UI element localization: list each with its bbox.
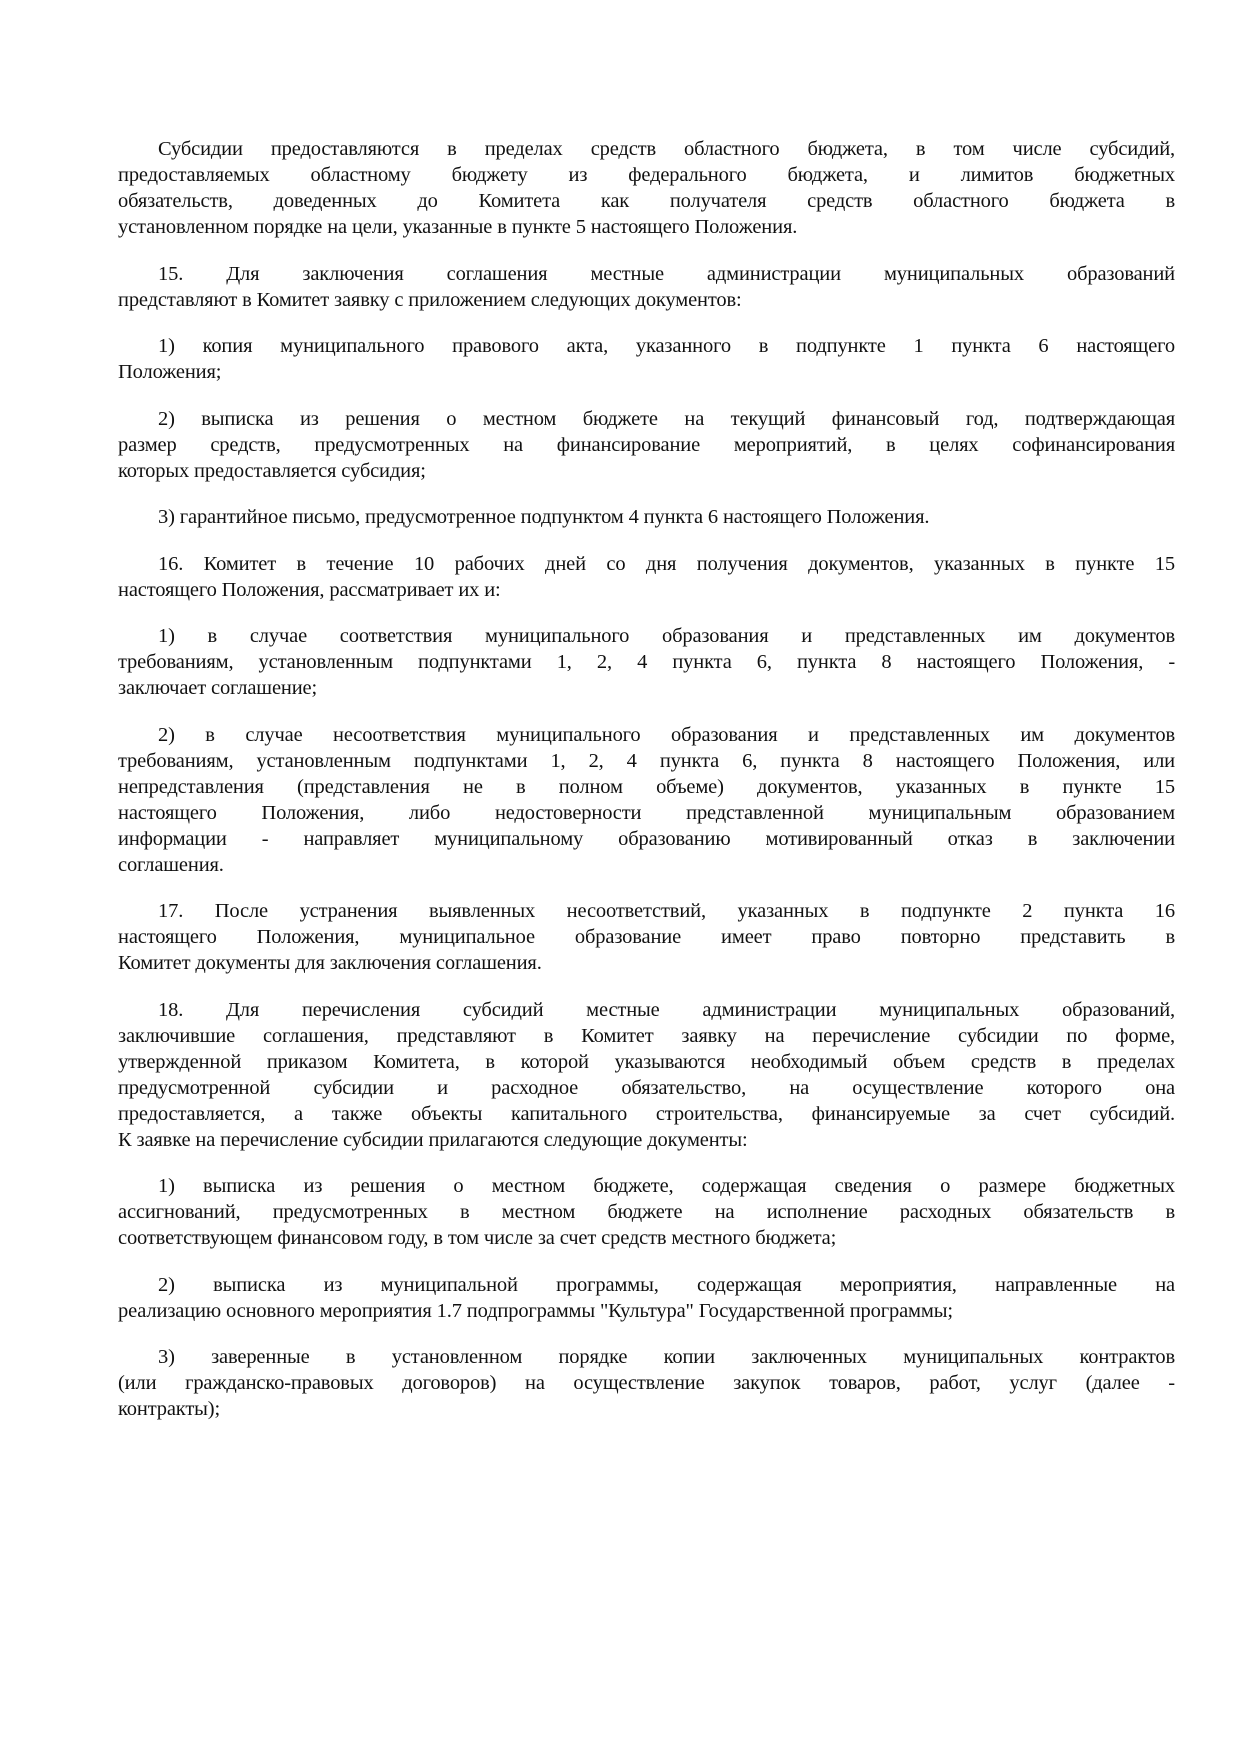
text-line: 16. Комитет в течение 10 рабочих дней со дня получения документов, указанных в пункте 15 [158, 552, 1175, 575]
text-line: Субсидии предоставляются в пределах средств областного бюджета, в том числе субсидий, [158, 138, 1175, 160]
text-line: требованиям, установленным подпунктами 1, 2, 4 пункта 6, пункта 8 настоящего Положения, - [118, 651, 1175, 673]
text-line: Комитет документы для заключения соглашения. [118, 952, 542, 974]
text-line: 3) гарантийное письмо, предусмотренное подпунктом 4 пункта 6 настоящего Положения. [158, 506, 930, 528]
paragraph [118, 261, 1175, 313]
document-page [118, 136, 1175, 1443]
text-line: настоящего Положения, либо недостоверности представленной муниципальным образованием [118, 801, 1175, 824]
paragraph [118, 722, 1175, 878]
paragraph [118, 551, 1175, 603]
text-line: 1) копия муниципального правового акта, указанного в подпункте 1 пункта 6 настоящего [158, 335, 1175, 357]
text-line: требованиям, установленным подпунктами 1, 2, 4 пункта 6, пункта 8 настоящего Положения, или [118, 749, 1175, 772]
text-line: размер средств, предусмотренных на финансирование мероприятий, в целях софинансирования [118, 433, 1175, 456]
text-line: соглашения. [118, 853, 224, 876]
text-line: 1) выписка из решения о местном бюджете, содержащая сведения о размере бюджетных [158, 1175, 1175, 1197]
text-line: настоящего Положения, муниципальное образование имеет право повторно представить в [118, 926, 1175, 948]
paragraph [118, 406, 1175, 484]
text-line: 17. После устранения выявленных несоответствий, указанных в подпункте 2 пункта 16 [158, 900, 1175, 922]
text-line: Положения; [118, 361, 222, 383]
text-line: заключившие соглашения, представляют в Комитет заявку на перечисление субсидии по форме, [118, 1024, 1175, 1047]
text-line: которых предоставляется субсидия; [118, 459, 426, 482]
text-line: настоящего Положения, рассматривает их и: [118, 578, 501, 601]
text-line: соответствующем финансовом году, в том числе за счет средств местного бюджета; [118, 1227, 837, 1249]
text-line: непредставления (представления не в полном объеме) документов, указанных в пункте 15 [118, 775, 1175, 798]
text-line: 2) выписка из муниципальной программы, содержащая мероприятия, направленные на [158, 1273, 1175, 1296]
text-line: 2) выписка из решения о местном бюджете на текущий финансовый год, подтверждающая [158, 407, 1175, 430]
paragraph [118, 997, 1175, 1153]
text-line: 1) в случае соответствия муниципального образования и представленных им документов [158, 625, 1175, 647]
text-line: утвержденной приказом Комитета, в которой указываются необходимый объем средств в пределах [118, 1050, 1175, 1073]
paragraph [118, 136, 1175, 240]
text-line: предусмотренной субсидии и расходное обязательство, на осуществление которого она [118, 1076, 1175, 1099]
text-line: (или гражданско-правовых договоров) на осуществление закупок товаров, работ, услуг (далее - [118, 1372, 1175, 1394]
text-line: реализацию основного мероприятия 1.7 подпрограммы "Культура" Государственной программы; [118, 1299, 953, 1322]
paragraph [118, 1344, 1175, 1422]
text-line: заключает соглашение; [118, 677, 318, 699]
paragraph [118, 1272, 1175, 1324]
text-line: ассигнований, предусмотренных в местном бюджете на исполнение расходных обязательств в [118, 1201, 1175, 1223]
text-line: установленном порядке на цели, указанные в пункте 5 настоящего Положения. [118, 216, 798, 238]
text-line: предоставляемых областному бюджету из федерального бюджета, и лимитов бюджетных [118, 164, 1175, 186]
paragraph [118, 898, 1175, 976]
text-line: К заявке на перечисление субсидии прилагаются следующие документы: [118, 1128, 748, 1151]
text-line: 2) в случае несоответствия муниципального образования и представленных им документов [158, 723, 1175, 746]
text-line: обязательств, доведенных до Комитета как получателя средств областного бюджета в [118, 190, 1175, 212]
text-line: предоставляется, а также объекты капитального строительства, финансируемые за счет субсидий. [118, 1102, 1175, 1125]
paragraph [118, 1173, 1175, 1251]
paragraph [118, 333, 1175, 385]
text-line: представляют в Комитет заявку с приложением следующих документов: [118, 288, 742, 311]
text-line: 15. Для заключения соглашения местные администрации муниципальных образований [158, 262, 1175, 285]
text-line: 3) заверенные в установленном порядке копии заключенных муниципальных контрактов [158, 1346, 1175, 1368]
paragraph [118, 504, 1175, 530]
text-line: контракты); [118, 1398, 220, 1420]
text-line: 18. Для перечисления субсидий местные администрации муниципальных образований, [158, 998, 1175, 1021]
paragraph [118, 623, 1175, 701]
text-line: информации - направляет муниципальному образованию мотивированный отказ в заключении [118, 827, 1175, 850]
